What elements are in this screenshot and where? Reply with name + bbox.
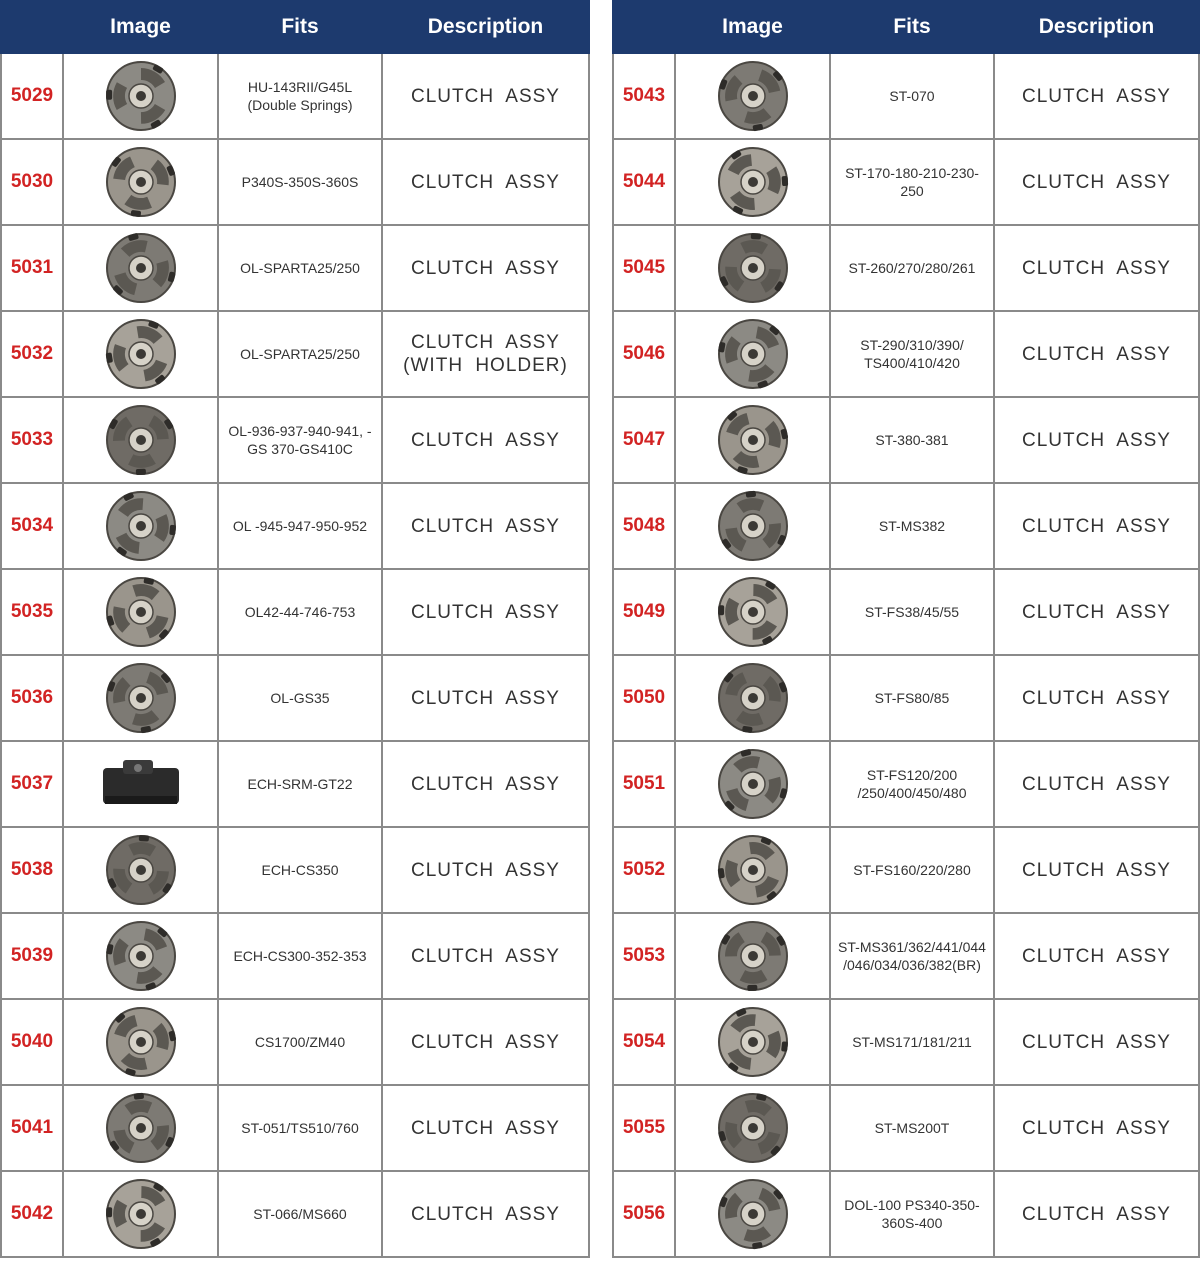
- table-row: [613, 655, 1199, 741]
- part-image-cell: [63, 1171, 218, 1257]
- image-column-header: Image: [63, 1, 218, 53]
- part-description: CLUTCH ASSY: [382, 1171, 589, 1257]
- part-image-cell: [63, 569, 218, 655]
- part-image-cell: [675, 397, 830, 483]
- table-row: [1, 53, 589, 139]
- fits-column-header: Fits: [218, 1, 382, 53]
- table-row: [613, 1085, 1199, 1171]
- table-row: [613, 827, 1199, 913]
- description-column-header: Description: [994, 1, 1199, 53]
- part-fits: CS1700/ZM40: [218, 999, 382, 1085]
- clutch-icon: [93, 1090, 189, 1166]
- part-description: CLUTCH ASSY: [382, 397, 589, 483]
- part-description: CLUTCH ASSY: [382, 913, 589, 999]
- part-description: CLUTCH ASSY: [994, 1085, 1199, 1171]
- table-row: [1, 311, 589, 397]
- table-row: [1, 655, 589, 741]
- part-image-cell: [63, 483, 218, 569]
- part-description: CLUTCH ASSY: [994, 53, 1199, 139]
- part-image-cell: [675, 311, 830, 397]
- part-image-cell: [675, 741, 830, 827]
- part-code: 5035: [1, 569, 63, 655]
- table-row: [613, 741, 1199, 827]
- part-description: CLUTCH ASSY: [994, 741, 1199, 827]
- part-code: 5032: [1, 311, 63, 397]
- clutch-block-icon: [93, 746, 189, 822]
- part-code: 5040: [1, 999, 63, 1085]
- table-row: [1, 569, 589, 655]
- part-description: CLUTCH ASSY: [994, 225, 1199, 311]
- table-row: [613, 311, 1199, 397]
- part-fits: ECH-CS350: [218, 827, 382, 913]
- part-fits: ECH-SRM-GT22: [218, 741, 382, 827]
- part-code: 5051: [613, 741, 675, 827]
- table-row: [613, 1171, 1199, 1257]
- table-row: [613, 913, 1199, 999]
- clutch-icon: [93, 918, 189, 994]
- part-code: 5056: [613, 1171, 675, 1257]
- left-parts-table-panel: [0, 0, 590, 1258]
- part-fits: HU-143RII/G45L (Double Springs): [218, 53, 382, 139]
- left-table-body: [1, 53, 589, 1257]
- part-fits: ST-FS160/220/280: [830, 827, 994, 913]
- part-image-cell: [675, 139, 830, 225]
- part-fits: ST-290/310/390/ TS400/410/420: [830, 311, 994, 397]
- part-fits: DOL-100 PS340-350- 360S-400: [830, 1171, 994, 1257]
- part-code: 5029: [1, 53, 63, 139]
- right-parts-table-panel: [612, 0, 1200, 1258]
- part-code: 5044: [613, 139, 675, 225]
- part-image-cell: [675, 1085, 830, 1171]
- part-image-cell: [63, 999, 218, 1085]
- table-row: [1, 139, 589, 225]
- part-code: 5046: [613, 311, 675, 397]
- part-description: CLUTCH ASSY: [994, 139, 1199, 225]
- part-fits: ST-FS120/200 /250/400/450/480: [830, 741, 994, 827]
- clutch-icon: [705, 918, 801, 994]
- clutch-icon: [705, 488, 801, 564]
- image-column-header: Image: [675, 1, 830, 53]
- part-image-cell: [63, 139, 218, 225]
- part-description: CLUTCH ASSY: [994, 569, 1199, 655]
- table-row: [613, 483, 1199, 569]
- clutch-icon: [93, 1004, 189, 1080]
- part-description: CLUTCH ASSY: [994, 999, 1199, 1085]
- clutch-icon: [705, 832, 801, 908]
- part-image-cell: [63, 655, 218, 741]
- part-code: 5052: [613, 827, 675, 913]
- right-parts-table: [612, 0, 1200, 1258]
- left-parts-table: [0, 0, 590, 1258]
- clutch-icon: [705, 1176, 801, 1252]
- part-code: 5041: [1, 1085, 63, 1171]
- part-code: 5045: [613, 225, 675, 311]
- clutch-icon: [705, 1090, 801, 1166]
- clutch-icon: [705, 660, 801, 736]
- clutch-icon: [705, 58, 801, 134]
- right-header-row: [613, 1, 1199, 53]
- clutch-icon: [93, 1176, 189, 1252]
- part-fits: OL-SPARTA25/250: [218, 311, 382, 397]
- part-image-cell: [63, 827, 218, 913]
- table-row: [613, 53, 1199, 139]
- part-description: CLUTCH ASSY: [382, 483, 589, 569]
- part-fits: ST-FS38/45/55: [830, 569, 994, 655]
- part-description: CLUTCH ASSY: [382, 827, 589, 913]
- clutch-icon: [705, 230, 801, 306]
- clutch-icon: [705, 316, 801, 392]
- part-image-cell: [675, 827, 830, 913]
- part-image-cell: [675, 655, 830, 741]
- description-column-header: Description: [382, 1, 589, 53]
- part-fits: ST-FS80/85: [830, 655, 994, 741]
- clutch-icon: [705, 1004, 801, 1080]
- part-fits: OL-GS35: [218, 655, 382, 741]
- part-fits: OL -945-947-950-952: [218, 483, 382, 569]
- part-fits: ST-MS382: [830, 483, 994, 569]
- part-fits: OL42-44-746-753: [218, 569, 382, 655]
- clutch-icon: [93, 58, 189, 134]
- table-row: [613, 569, 1199, 655]
- part-code: 5049: [613, 569, 675, 655]
- part-fits: ST-066/MS660: [218, 1171, 382, 1257]
- part-code: 5038: [1, 827, 63, 913]
- part-description: CLUTCH ASSY: [382, 569, 589, 655]
- part-description: CLUTCH ASSY: [994, 655, 1199, 741]
- part-description: CLUTCH ASSY: [994, 913, 1199, 999]
- clutch-icon: [93, 402, 189, 478]
- part-description: CLUTCH ASSY: [382, 225, 589, 311]
- part-fits: ST-MS171/181/211: [830, 999, 994, 1085]
- part-fits: P340S-350S-360S: [218, 139, 382, 225]
- part-code: 5039: [1, 913, 63, 999]
- part-image-cell: [675, 53, 830, 139]
- part-description: CLUTCH ASSY: [994, 1171, 1199, 1257]
- part-fits: ST-380-381: [830, 397, 994, 483]
- clutch-icon: [93, 660, 189, 736]
- clutch-icon: [705, 144, 801, 220]
- part-code: 5043: [613, 53, 675, 139]
- part-code: 5042: [1, 1171, 63, 1257]
- part-image-cell: [675, 1171, 830, 1257]
- part-image-cell: [675, 483, 830, 569]
- part-image-cell: [63, 397, 218, 483]
- part-description: CLUTCH ASSY: [994, 397, 1199, 483]
- clutch-icon: [93, 488, 189, 564]
- table-row: [613, 999, 1199, 1085]
- clutch-icon: [93, 230, 189, 306]
- part-image-cell: [63, 53, 218, 139]
- clutch-icon: [705, 746, 801, 822]
- part-image-cell: [675, 225, 830, 311]
- part-code: 5047: [613, 397, 675, 483]
- part-fits: ST-051/TS510/760: [218, 1085, 382, 1171]
- fits-column-header: Fits: [830, 1, 994, 53]
- table-row: [1, 913, 589, 999]
- part-description: CLUTCH ASSY: [382, 1085, 589, 1171]
- part-description: CLUTCH ASSY: [994, 311, 1199, 397]
- table-row: [613, 397, 1199, 483]
- right-table-body: [613, 53, 1199, 1257]
- part-fits: ST-MS200T: [830, 1085, 994, 1171]
- part-fits: ST-070: [830, 53, 994, 139]
- part-fits: OL-SPARTA25/250: [218, 225, 382, 311]
- part-fits: ST-MS361/362/441/044 /046/034/036/382(BR): [830, 913, 994, 999]
- part-code: 5054: [613, 999, 675, 1085]
- part-code: 5048: [613, 483, 675, 569]
- part-description: CLUTCH ASSY: [382, 741, 589, 827]
- table-row: [1, 999, 589, 1085]
- part-code: 5053: [613, 913, 675, 999]
- table-row: [1, 225, 589, 311]
- table-row: [1, 483, 589, 569]
- part-fits: ST-260/270/280/261: [830, 225, 994, 311]
- left-header-row: [1, 1, 589, 53]
- table-row: [1, 1171, 589, 1257]
- part-code: 5055: [613, 1085, 675, 1171]
- clutch-icon: [93, 316, 189, 392]
- table-row: [1, 827, 589, 913]
- table-row: [1, 397, 589, 483]
- table-row: [1, 1085, 589, 1171]
- part-code: 5033: [1, 397, 63, 483]
- part-image-cell: [63, 913, 218, 999]
- part-description: CLUTCH ASSY: [994, 483, 1199, 569]
- part-code: 5031: [1, 225, 63, 311]
- part-image-cell: [675, 999, 830, 1085]
- part-description: CLUTCH ASSY: [382, 999, 589, 1085]
- part-image-cell: [63, 741, 218, 827]
- part-code: 5030: [1, 139, 63, 225]
- part-image-cell: [675, 569, 830, 655]
- part-image-cell: [63, 311, 218, 397]
- code-column-header: [1, 1, 63, 53]
- clutch-icon: [93, 832, 189, 908]
- part-fits: ST-170-180-210-230- 250: [830, 139, 994, 225]
- clutch-icon: [93, 144, 189, 220]
- part-description: CLUTCH ASSY: [382, 53, 589, 139]
- table-row: [613, 225, 1199, 311]
- part-image-cell: [675, 913, 830, 999]
- clutch-icon: [705, 574, 801, 650]
- part-description: CLUTCH ASSY: [994, 827, 1199, 913]
- part-image-cell: [63, 1085, 218, 1171]
- clutch-icon: [93, 574, 189, 650]
- table-row: [613, 139, 1199, 225]
- part-description: CLUTCH ASSY (WITH HOLDER): [382, 311, 589, 397]
- part-code: 5037: [1, 741, 63, 827]
- clutch-icon: [705, 402, 801, 478]
- part-description: CLUTCH ASSY: [382, 139, 589, 225]
- table-row: [1, 741, 589, 827]
- part-fits: ECH-CS300-352-353: [218, 913, 382, 999]
- part-fits: OL-936-937-940-941, - GS 370-GS410C: [218, 397, 382, 483]
- part-image-cell: [63, 225, 218, 311]
- part-code: 5050: [613, 655, 675, 741]
- part-description: CLUTCH ASSY: [382, 655, 589, 741]
- part-code: 5036: [1, 655, 63, 741]
- code-column-header: [613, 1, 675, 53]
- part-code: 5034: [1, 483, 63, 569]
